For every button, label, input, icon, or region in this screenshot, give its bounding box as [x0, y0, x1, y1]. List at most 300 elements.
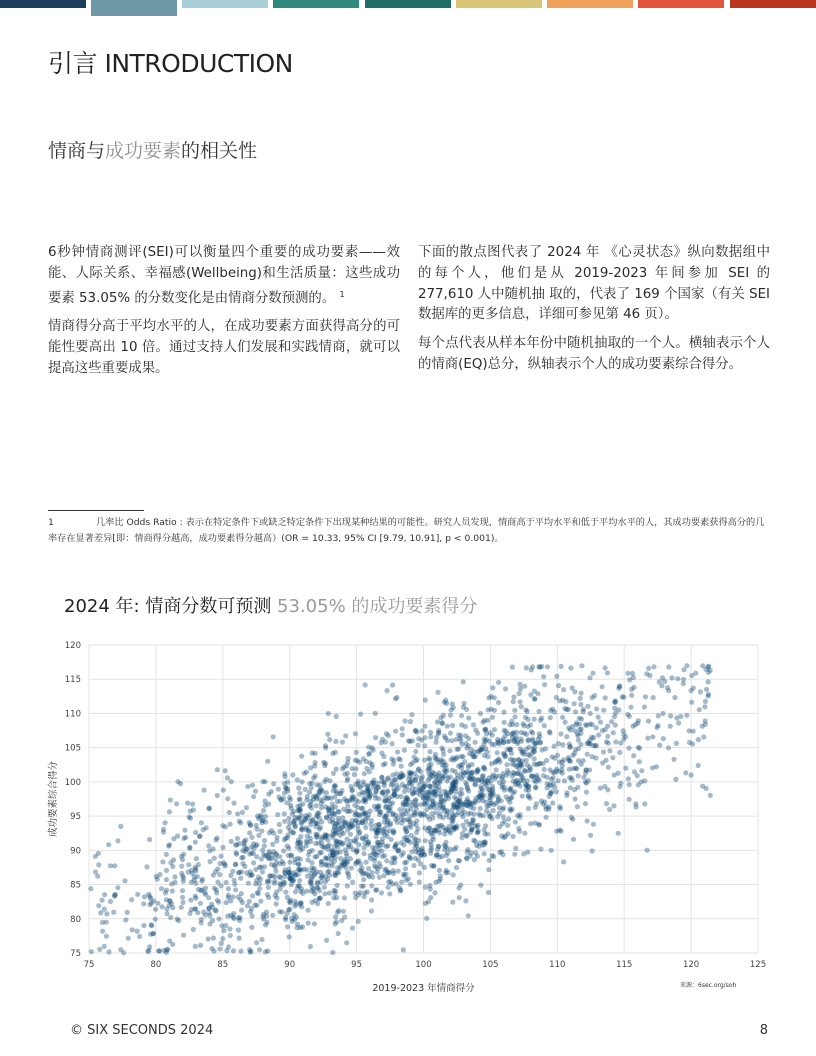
data-point	[418, 861, 423, 866]
data-point	[675, 676, 680, 681]
data-point	[656, 713, 661, 718]
data-point	[456, 810, 461, 815]
data-point	[258, 899, 263, 904]
data-point	[579, 727, 584, 732]
data-point	[357, 784, 362, 789]
data-point	[345, 799, 350, 804]
data-point	[523, 715, 528, 720]
data-point	[600, 684, 605, 689]
data-point	[329, 856, 334, 861]
data-point	[97, 947, 102, 952]
data-point	[419, 776, 424, 781]
data-point	[164, 868, 169, 873]
data-point	[276, 787, 281, 792]
data-point	[297, 791, 302, 796]
data-point	[444, 827, 449, 832]
data-point	[501, 710, 506, 715]
data-point	[478, 711, 483, 716]
data-point	[524, 665, 529, 670]
data-point	[575, 785, 580, 790]
data-point	[376, 785, 381, 790]
data-point	[314, 782, 319, 787]
data-point	[297, 797, 302, 802]
data-point	[584, 790, 589, 795]
data-point	[532, 696, 537, 701]
data-point	[373, 735, 378, 740]
data-point	[363, 820, 368, 825]
data-point	[700, 663, 705, 668]
data-point	[311, 889, 316, 894]
data-point	[201, 827, 206, 832]
data-point	[486, 695, 491, 700]
data-point	[250, 783, 255, 788]
data-point	[262, 838, 267, 843]
data-point	[93, 854, 98, 859]
data-point	[543, 746, 548, 751]
data-point	[242, 839, 247, 844]
data-point	[193, 896, 198, 901]
data-point	[576, 758, 581, 763]
data-point	[674, 741, 679, 746]
data-point	[588, 711, 593, 716]
data-point	[416, 767, 421, 772]
footnote-divider	[48, 510, 144, 511]
data-point	[490, 685, 495, 690]
data-point	[246, 881, 251, 886]
data-point	[155, 901, 160, 906]
data-point	[617, 684, 622, 689]
data-point	[193, 830, 198, 835]
data-point	[542, 723, 547, 728]
data-point	[504, 762, 509, 767]
data-point	[283, 774, 288, 779]
color-bar-segment	[456, 0, 542, 8]
data-point	[407, 855, 412, 860]
data-point	[413, 728, 418, 733]
data-point	[408, 770, 413, 775]
data-point	[449, 738, 454, 743]
data-point	[181, 836, 186, 841]
data-point	[396, 869, 401, 874]
data-point	[315, 834, 320, 839]
x-tick-label: 120	[682, 960, 700, 970]
data-point	[689, 688, 694, 693]
data-point	[274, 890, 279, 895]
data-point	[376, 822, 381, 827]
data-point	[513, 819, 518, 824]
data-point	[428, 749, 433, 754]
data-point	[344, 809, 349, 814]
data-point	[393, 843, 398, 848]
data-point	[373, 711, 378, 716]
data-point	[172, 874, 177, 879]
data-point	[343, 857, 348, 862]
data-point	[283, 836, 288, 841]
data-point	[706, 693, 711, 698]
x-tick-label: 110	[549, 960, 566, 970]
data-point	[617, 750, 622, 755]
data-point	[589, 735, 594, 740]
data-point	[406, 777, 411, 782]
data-point	[364, 860, 369, 865]
data-point	[157, 872, 162, 877]
data-point	[603, 695, 608, 700]
data-point	[541, 674, 546, 679]
data-point	[544, 775, 549, 780]
data-point	[390, 782, 395, 787]
data-point	[249, 873, 254, 878]
data-point	[416, 838, 421, 843]
data-point	[618, 741, 623, 746]
data-point	[253, 789, 258, 794]
data-point	[426, 899, 431, 904]
data-point	[312, 763, 317, 768]
data-point	[151, 931, 156, 936]
data-point	[442, 843, 447, 848]
data-point	[564, 707, 569, 712]
data-point	[336, 931, 341, 936]
data-point	[215, 793, 220, 798]
x-tick-label: 125	[749, 960, 767, 970]
footnote-number: 1	[48, 517, 54, 528]
data-point	[596, 715, 601, 720]
data-point	[281, 796, 286, 801]
data-point	[406, 876, 411, 881]
data-point	[93, 869, 98, 874]
data-point	[285, 786, 290, 791]
data-point	[626, 776, 631, 781]
data-point	[654, 725, 659, 730]
data-point	[650, 734, 655, 739]
data-point	[436, 844, 441, 849]
data-point	[403, 866, 408, 871]
data-point	[439, 759, 444, 764]
data-point	[118, 947, 123, 952]
data-point	[113, 892, 118, 897]
data-point	[366, 787, 371, 792]
data-point	[437, 855, 442, 860]
data-point	[501, 814, 506, 819]
data-point	[214, 890, 219, 895]
data-point	[433, 757, 438, 762]
data-point	[390, 856, 395, 861]
data-point	[533, 785, 538, 790]
data-point	[281, 861, 286, 866]
data-point	[399, 879, 404, 884]
data-point	[665, 685, 670, 690]
data-point	[285, 844, 290, 849]
data-point	[356, 892, 361, 897]
data-point	[217, 946, 222, 951]
data-point	[490, 853, 495, 858]
data-point	[471, 722, 476, 727]
data-point	[179, 905, 184, 910]
data-point	[278, 875, 283, 880]
data-point	[472, 812, 477, 817]
data-point	[536, 761, 541, 766]
data-point	[503, 834, 508, 839]
paragraph: 下面的散点图代表了 2024 年 《心灵状态》纵向数据组中的每个人，他们是从 2019-2023 年间参加 SEI 的 277,610 人中随机抽 取的，代表了 169 个国家（有关 SEI 数据库的更多信息，详细可参见第 46 页）。	[418, 245, 770, 323]
data-point	[450, 818, 455, 823]
data-point	[590, 722, 595, 727]
data-point	[471, 838, 476, 843]
data-point	[522, 684, 527, 689]
data-point	[620, 694, 625, 699]
data-point	[492, 727, 497, 732]
data-point	[465, 833, 470, 838]
data-point	[532, 762, 537, 767]
data-point	[209, 902, 214, 907]
data-point	[452, 794, 457, 799]
data-point	[238, 949, 243, 954]
data-point	[401, 842, 406, 847]
data-point	[435, 719, 440, 724]
data-point	[490, 733, 495, 738]
data-point	[428, 730, 433, 735]
data-point	[431, 863, 436, 868]
data-point	[324, 938, 329, 943]
data-point	[573, 796, 578, 801]
data-point	[400, 732, 405, 737]
data-point	[249, 851, 254, 856]
data-point	[550, 800, 555, 805]
data-point	[235, 811, 240, 816]
data-point	[482, 851, 487, 856]
data-point	[446, 858, 451, 863]
data-point	[263, 819, 268, 824]
data-point	[335, 883, 340, 888]
data-point	[558, 806, 563, 811]
data-point	[402, 802, 407, 807]
data-point	[405, 817, 410, 822]
data-point	[372, 863, 377, 868]
data-point	[231, 948, 236, 953]
data-point	[636, 782, 641, 787]
data-point	[299, 813, 304, 818]
data-point	[427, 825, 432, 830]
data-point	[281, 882, 286, 887]
data-point	[274, 839, 279, 844]
data-point	[409, 712, 414, 717]
data-point	[254, 940, 259, 945]
data-point	[376, 796, 381, 801]
data-point	[162, 948, 167, 953]
data-point	[339, 842, 344, 847]
data-point	[478, 784, 483, 789]
data-point	[660, 711, 665, 716]
data-point	[637, 759, 642, 764]
data-point	[433, 801, 438, 806]
x-tick-label: 115	[616, 960, 633, 970]
data-point	[660, 675, 665, 680]
data-point	[370, 875, 375, 880]
data-point	[635, 773, 640, 778]
data-point	[141, 901, 146, 906]
data-point	[230, 894, 235, 899]
data-point	[168, 915, 173, 920]
data-point	[306, 852, 311, 857]
data-point	[584, 768, 589, 773]
section-title: 引言 INTRODUCTION	[48, 49, 293, 78]
data-point	[526, 793, 531, 798]
data-point	[270, 913, 275, 918]
data-point	[259, 937, 264, 942]
data-point	[96, 862, 101, 867]
data-point	[215, 767, 220, 772]
data-point	[100, 898, 105, 903]
data-point	[314, 803, 319, 808]
data-point	[393, 817, 398, 822]
data-point	[308, 944, 313, 949]
data-point	[606, 765, 611, 770]
data-point	[518, 760, 523, 765]
data-point	[626, 746, 631, 751]
data-point	[157, 949, 162, 954]
data-point	[505, 823, 510, 828]
data-point	[384, 731, 389, 736]
data-point	[182, 828, 187, 833]
data-point	[356, 779, 361, 784]
data-points	[88, 663, 713, 955]
data-point	[461, 679, 466, 684]
data-point	[326, 711, 331, 716]
data-point	[408, 719, 413, 724]
data-point	[149, 900, 154, 905]
data-point	[486, 707, 491, 712]
data-point	[168, 797, 173, 802]
data-point	[676, 720, 681, 725]
data-point	[464, 819, 469, 824]
data-point	[687, 740, 692, 745]
data-point	[251, 794, 256, 799]
data-point	[232, 882, 237, 887]
data-point	[510, 773, 515, 778]
data-point	[244, 847, 249, 852]
data-point	[396, 756, 401, 761]
data-point	[104, 911, 109, 916]
chart-title-main: 2024 年: 情商分数可预测	[64, 596, 278, 617]
data-point	[704, 687, 709, 692]
data-point	[481, 813, 486, 818]
data-point	[137, 934, 142, 939]
data-point	[539, 664, 544, 669]
data-point	[646, 719, 651, 724]
data-point	[277, 822, 282, 827]
data-point	[485, 754, 490, 759]
data-point	[500, 807, 505, 812]
data-point	[463, 898, 468, 903]
chart-title-highlight: 53.05% 的成功要素得分	[277, 596, 478, 617]
data-point	[306, 908, 311, 913]
data-point	[480, 747, 485, 752]
data-point	[135, 892, 140, 897]
data-point	[363, 682, 368, 687]
data-point	[482, 728, 487, 733]
data-point	[443, 797, 448, 802]
data-point	[248, 823, 253, 828]
data-point	[480, 774, 485, 779]
data-point	[226, 886, 231, 891]
data-point	[118, 824, 123, 829]
data-point	[399, 764, 404, 769]
data-point	[221, 860, 226, 865]
data-point	[563, 699, 568, 704]
data-point	[122, 878, 127, 883]
data-point	[465, 850, 470, 855]
data-point	[501, 852, 506, 857]
data-point	[389, 837, 394, 842]
data-point	[366, 839, 371, 844]
data-point	[263, 814, 268, 819]
data-point	[297, 878, 302, 883]
data-point	[167, 809, 172, 814]
data-point	[219, 941, 224, 946]
data-point	[352, 772, 357, 777]
data-point	[199, 879, 204, 884]
data-point	[266, 885, 271, 890]
data-point	[428, 848, 433, 853]
data-point	[239, 908, 244, 913]
data-point	[524, 732, 529, 737]
data-point	[454, 865, 459, 870]
data-point	[651, 695, 656, 700]
data-point	[198, 901, 203, 906]
data-point	[528, 821, 533, 826]
data-point	[327, 737, 332, 742]
footnote-reference[interactable]: 1	[339, 289, 345, 299]
data-point	[274, 901, 279, 906]
data-point	[489, 816, 494, 821]
footnote	[48, 515, 768, 546]
data-point	[591, 822, 596, 827]
data-point	[324, 777, 329, 782]
data-point	[250, 893, 255, 898]
data-point	[442, 847, 447, 852]
data-point	[408, 840, 413, 845]
data-point	[674, 715, 679, 720]
data-point	[617, 784, 622, 789]
data-point	[327, 869, 332, 874]
data-point	[219, 923, 224, 928]
data-point	[645, 848, 650, 853]
data-point	[305, 867, 310, 872]
data-point	[701, 734, 706, 739]
data-point	[320, 789, 325, 794]
data-point	[106, 842, 111, 847]
data-point	[464, 707, 469, 712]
data-point	[187, 845, 192, 850]
data-point	[392, 789, 397, 794]
data-point	[702, 704, 707, 709]
data-point	[528, 692, 533, 697]
data-point	[466, 771, 471, 776]
data-point	[445, 724, 450, 729]
data-point	[289, 882, 294, 887]
data-point	[505, 731, 510, 736]
data-point	[408, 882, 413, 887]
data-point	[279, 909, 284, 914]
data-point	[538, 740, 543, 745]
data-point	[446, 776, 451, 781]
data-point	[393, 696, 398, 701]
data-point	[387, 891, 392, 896]
data-point	[273, 869, 278, 874]
data-point	[476, 828, 481, 833]
data-point	[434, 740, 439, 745]
subtitle-part: 情商与	[48, 140, 106, 162]
data-point	[346, 842, 351, 847]
data-point	[265, 759, 270, 764]
